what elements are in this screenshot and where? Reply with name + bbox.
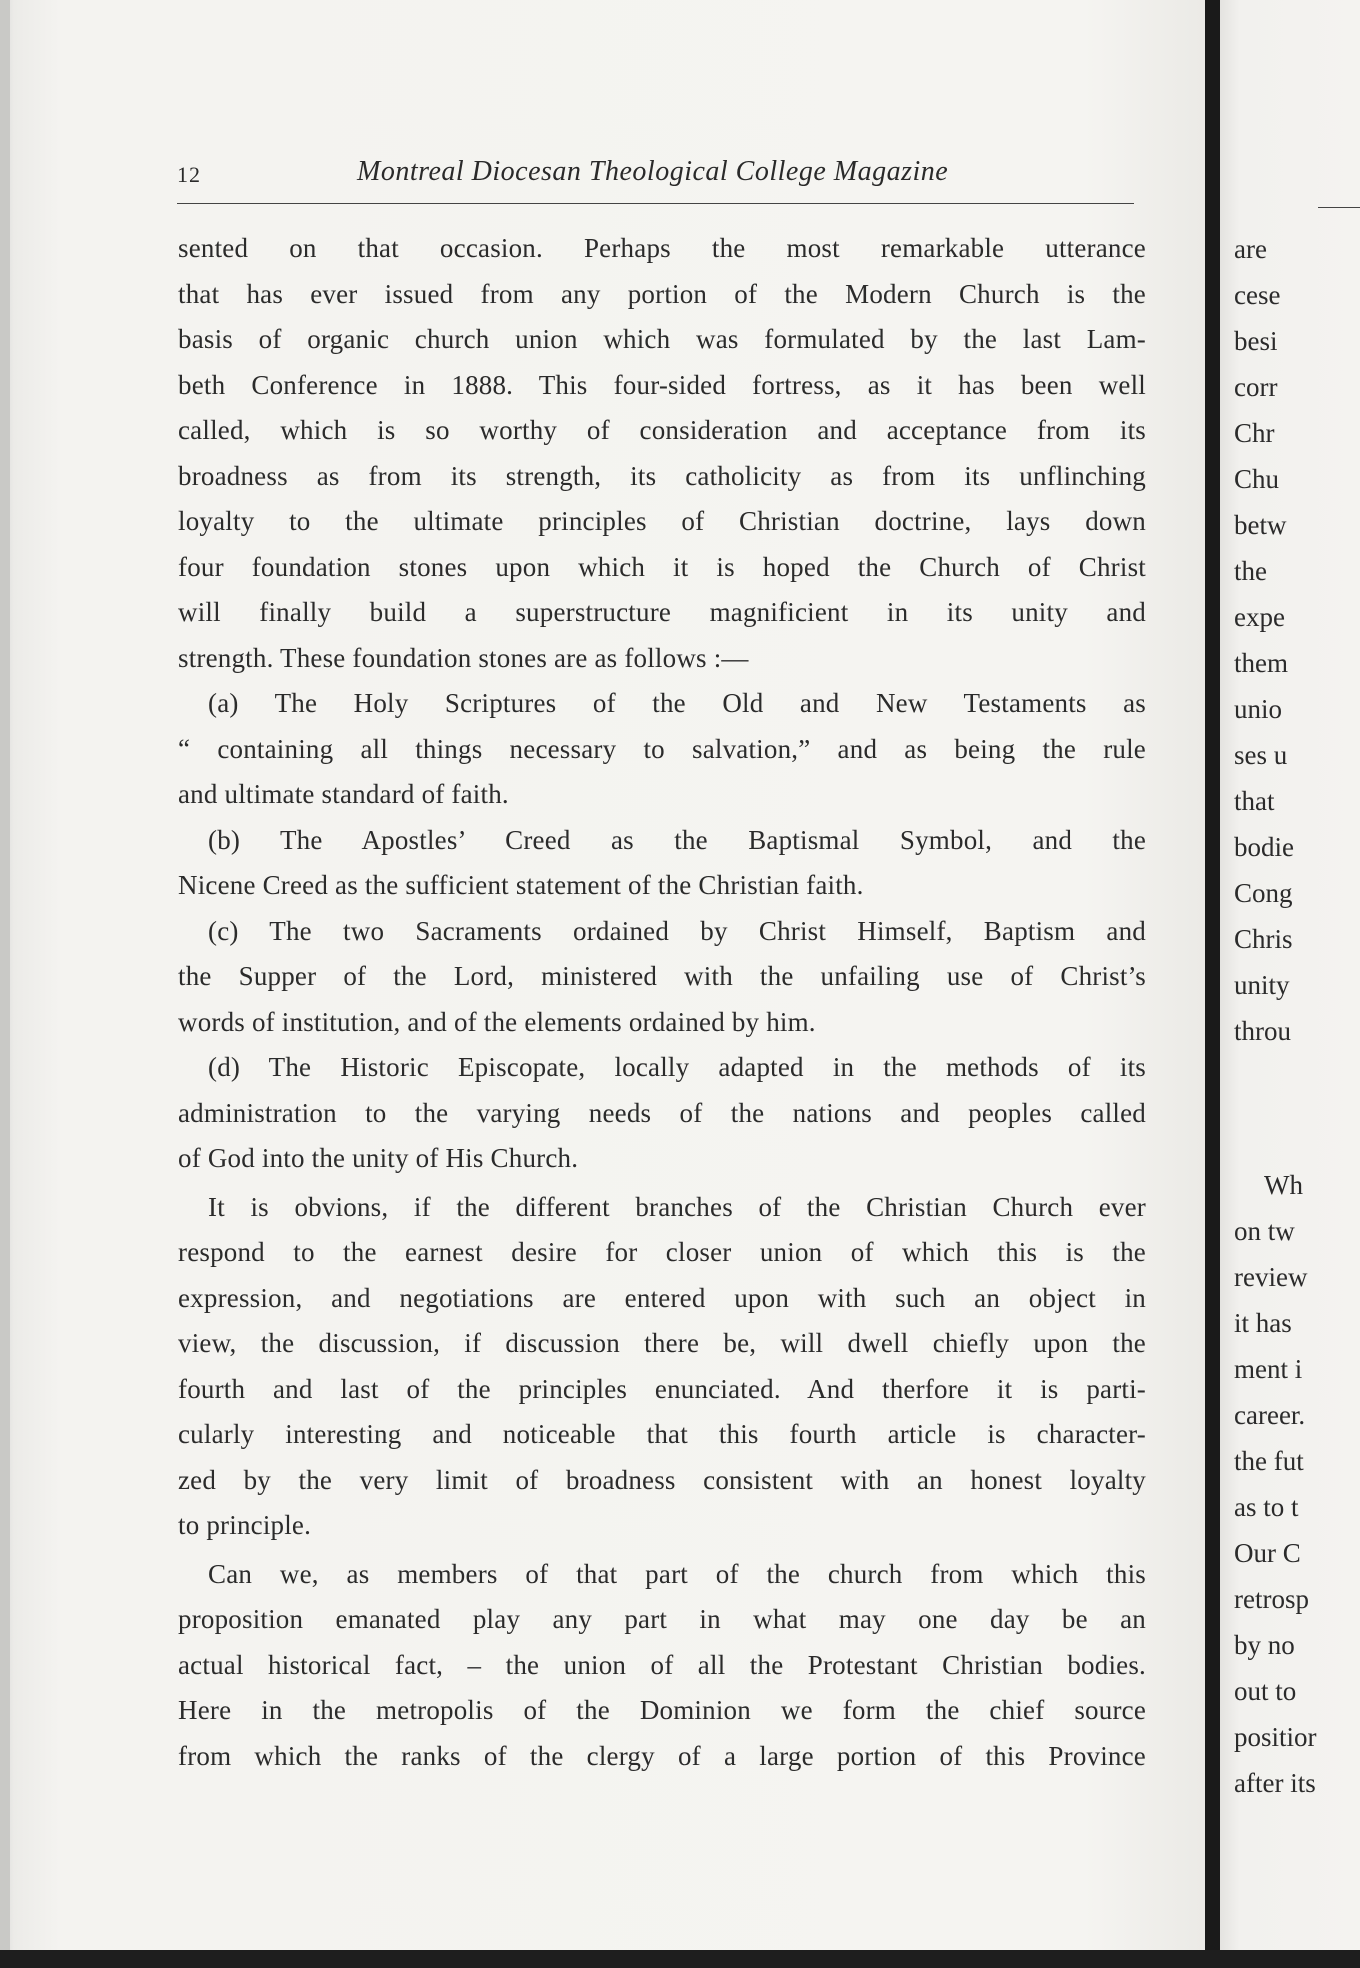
facing-fragment: the [1234,556,1267,586]
facing-fragment: them [1234,648,1288,678]
facing-fragment: after its [1234,1768,1316,1798]
facing-fragment: bodie [1234,832,1294,862]
page-header [177,152,1134,200]
running-title: Montreal Diocesan Theological College Magazine [357,156,949,187]
facing-fragment: unity [1234,970,1290,1000]
text-line: to principle. [178,1510,312,1540]
facing-fragment: unio [1234,694,1283,724]
scan-bottom-edge [0,1950,1360,1968]
facing-fragment: Chu [1234,464,1280,494]
text-line: actual historical fact, – the union of all the Protestant Christian bodies. [178,1649,1146,1680]
text-line: from which the ranks of the clergy of a large portion of this Province [178,1740,1146,1771]
facing-fragment: the fut [1234,1446,1304,1476]
page-number: 12 [177,162,201,187]
facing-fragment: besi [1234,326,1278,356]
facing-fragment: Cong [1234,878,1293,908]
text-line: view, the discussion, if discussion there be, will dwell chiefly upon the [178,1328,1146,1358]
facing-fragment: corr [1234,372,1278,402]
text-line: loyalty to the ultimate principles of Christian doctrine, lays down [178,506,1146,536]
text-line: respond to the earnest desire for closer union of which this is the [178,1237,1146,1267]
text-line: Nicene Creed as the sufficient statement of the Christian faith. [178,870,864,900]
facing-fragment: ses u [1234,740,1288,770]
facing-fragment: Chr [1234,418,1275,448]
text-line: Here in the metropolis of the Dominion we form the chief source [178,1695,1146,1725]
text-line: that has ever issued from any portion of the Modern Church is the [178,278,1146,309]
text-line: and ultimate standard of faith. [178,779,509,809]
facing-fragment: Chris [1234,924,1293,954]
text-line: of God into the unity of His Church. [178,1143,579,1173]
text-line: will finally build a superstructure magnificient in its unity and [178,597,1146,627]
text-line: words of institution, and of the elements ordained by him. [178,1006,816,1037]
facing-fragment: career. [1234,1400,1306,1430]
facing-fragment: cese [1234,280,1281,310]
book-gutter [1205,0,1220,1968]
text-line: broadness as from its strength, its catholicity as from its unflinching [178,460,1146,491]
text-line: beth Conference in 1888. This four-sided fortress, as it has been well [178,369,1146,400]
text-line: fourth and last of the principles enunciated. And therfore it is parti- [178,1373,1146,1404]
facing-fragment: by no [1234,1630,1295,1660]
facing-fragment: as to t [1234,1492,1299,1522]
facing-fragment: Wh [1264,1170,1303,1200]
facing-fragment: on tw [1234,1216,1295,1246]
header-rule [177,203,1134,204]
facing-fragment: retrosp [1234,1584,1309,1614]
text-line: the Supper of the Lord, ministered with the unfailing use of Christ’s [178,961,1146,991]
facing-fragment: it has [1234,1308,1292,1338]
body-text [178,226,1146,1779]
text-line: (a) The Holy Scriptures of the Old and New Testaments as [208,688,1146,718]
facing-header-rule [1318,207,1360,208]
text-line: (c) The two Sacraments ordained by Christ Himself, Baptism and [208,915,1146,946]
text-line: strength. These foundation stones are as follows :— [178,642,749,673]
facing-fragment: ment i [1234,1354,1303,1384]
text-line: cularly interesting and noticeable that this fourth article is character- [178,1419,1146,1449]
text-line: It is obvions, if the different branches of the Christian Church ever [208,1191,1146,1222]
facing-fragment: Our C [1234,1538,1301,1568]
facing-fragment: out to [1234,1676,1297,1706]
text-line: basis of organic church union which was formulated by the last Lam- [178,324,1146,354]
facing-fragment: throu [1234,1016,1291,1046]
text-line: zed by the very limit of broadness consistent with an honest loyalty [178,1464,1146,1495]
text-line: (b) The Apostles’ Creed as the Baptismal Symbol, and the [208,824,1146,855]
facing-fragment: are [1234,234,1267,264]
text-line: four foundation stones upon which it is hoped the Church of Christ [178,551,1146,582]
facing-fragment: expe [1234,602,1285,632]
text-line: sented on that occasion. Perhaps the most remarkable utterance [178,233,1146,263]
facing-page [1220,0,1360,1968]
text-line: called, which is so worthy of consideration and acceptance from its [178,415,1146,445]
text-line: “ containing all things necessary to salvation,” and as being the rule [178,733,1146,764]
text-line: administration to the varying needs of the nations and peoples called [178,1097,1146,1128]
facing-fragment: betw [1234,510,1287,540]
facing-fragment: positior [1234,1722,1317,1752]
text-line: expression, and negotiations are entered upon with such an object in [178,1282,1146,1313]
text-line: Can we, as members of that part of the church from which this [208,1558,1146,1589]
facing-fragment: that [1234,786,1275,816]
facing-fragment: review [1234,1262,1308,1292]
text-line: proposition emanated play any part in what may one day be an [178,1604,1146,1634]
text-line: (d) The Historic Episcopate, locally adapted in the methods of its [208,1052,1146,1082]
